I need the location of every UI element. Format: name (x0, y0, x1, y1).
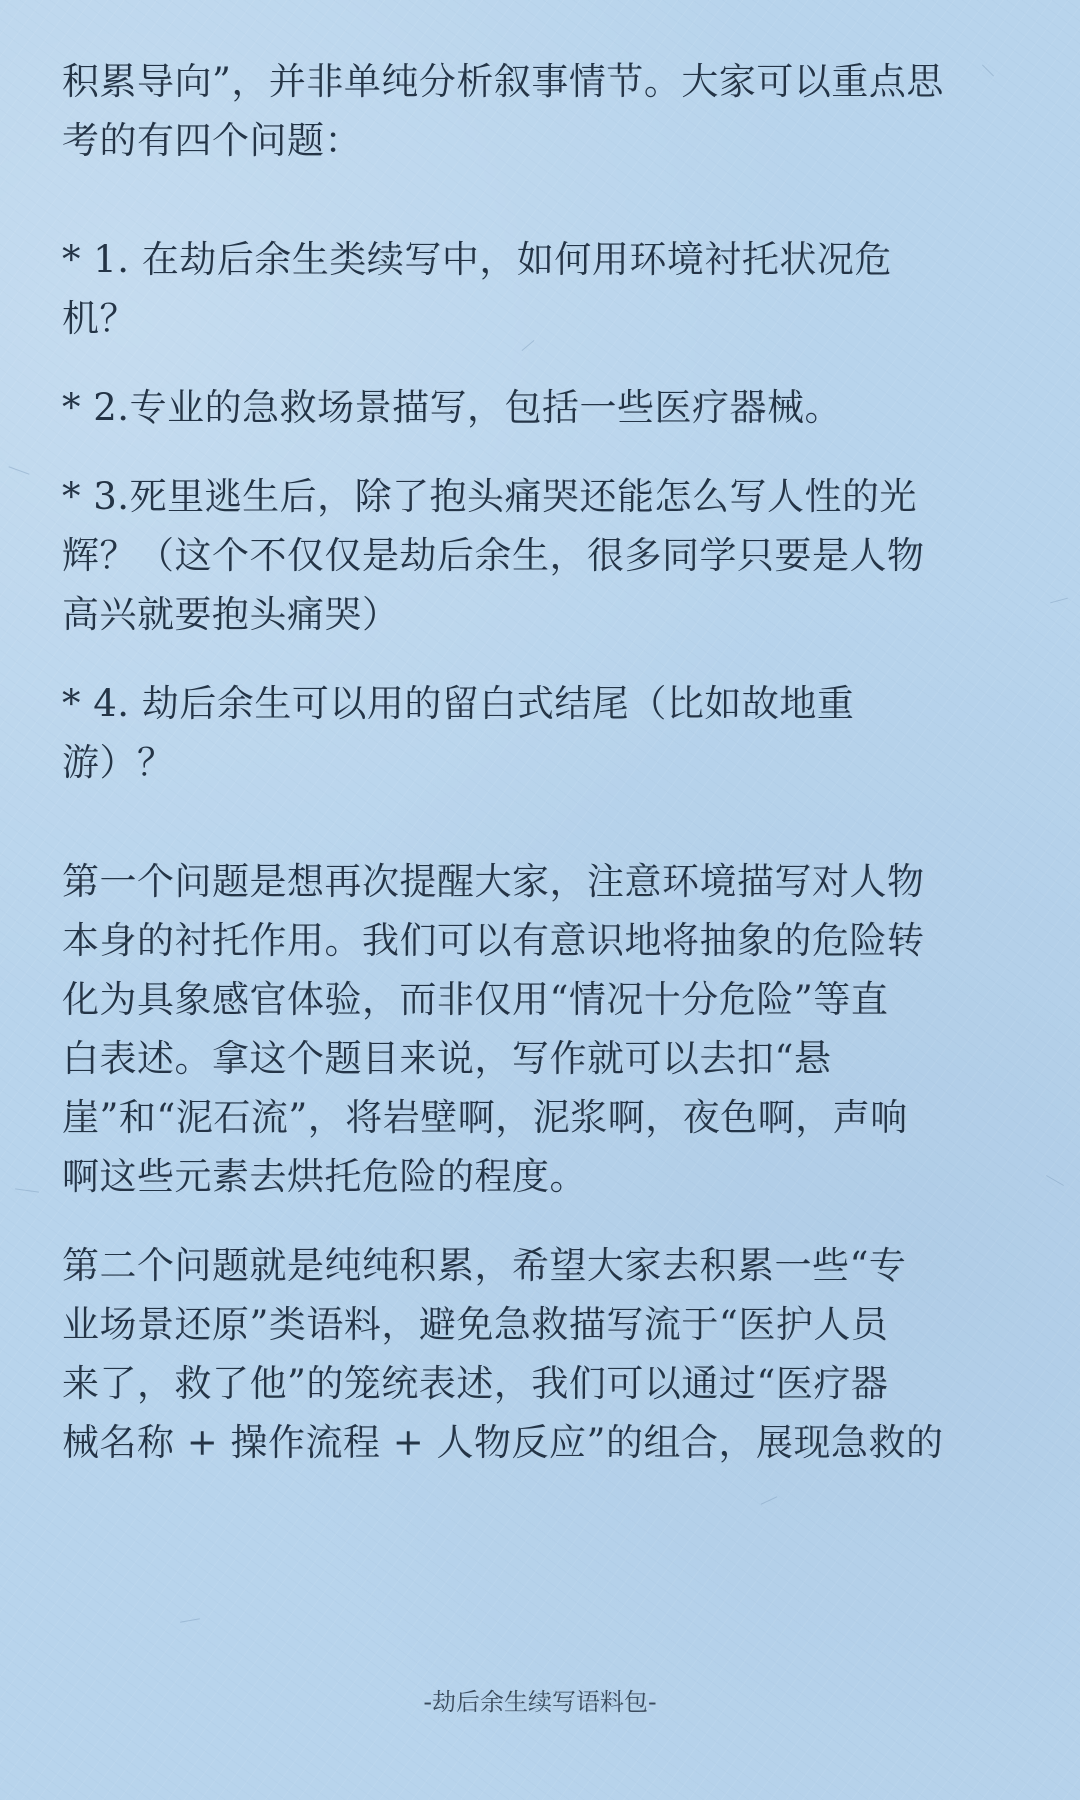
answer-paragraph: 第一个问题是想再次提醒大家，注意环境描写对人物 本身的衬托作用。我们可以有意识地将抽象的危险转 化为具象感官体验，而非仅用“情况十分危险”等直 白表述。拿这个题目来说，写作就可以去扣“悬 崖”和“泥石流”，将岩壁啊，泥浆啊，夜色啊，声响 啊这些元素去烘托危险的程度。 (62, 860, 925, 1198)
question-item: * 2.专业的急救场景描写，包括一些医疗器械。 (62, 386, 843, 429)
answer-list (62, 852, 1022, 1472)
footer-caption: -劫后余生续写语料包- (423, 1688, 657, 1716)
question-item: * 3.死里逃生后，除了抱头痛哭还能怎么写人性的光 辉？（这个不仅仅是劫后余生，很多同学只要是人物 高兴就要抱头痛哭） (62, 475, 925, 636)
answer-paragraph: 第二个问题就是纯纯积累，希望大家去积累一些“专 业场景还原”类语料，避免急救描写流于“医护人员 来了，救了他”的笼统表述，我们可以通过“医疗器 械名称 + 操作流程 + 人物反应”的组合，展现急救的 (62, 1244, 944, 1464)
question-item: * 4. 劫后余生可以用的留白式结尾（比如故地重 游）？ (62, 682, 855, 784)
question-list (62, 230, 1022, 792)
question-item: * 1. 在劫后余生类续写中，如何用环境衬托状况危 机？ (62, 238, 892, 340)
intro-paragraph: 积累导向”，并非单纯分析叙事情节。大家可以重点思 考的有四个问题： (62, 60, 944, 162)
article-body (62, 52, 1022, 1472)
